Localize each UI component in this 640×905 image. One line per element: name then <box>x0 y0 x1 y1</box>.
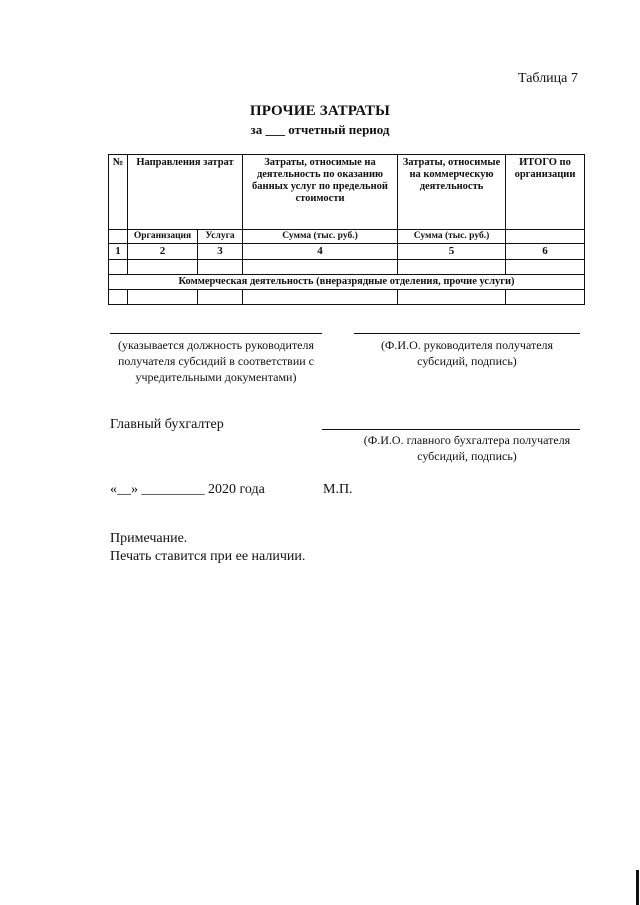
table-cell <box>109 260 128 275</box>
subheader-sum-1: Сумма (тыс. руб.) <box>243 230 398 244</box>
scan-edge-mark <box>636 870 639 905</box>
note-text: Печать ставится при ее наличии. <box>110 549 306 564</box>
header-costs-bath: Затраты, относимые на деятельность по оказанию банных услуг по предельной стоимости <box>243 155 398 230</box>
table-cell <box>506 290 585 305</box>
table-cell <box>506 260 585 275</box>
table-cell <box>128 290 198 305</box>
col-number: 2 <box>128 244 198 260</box>
subheader-total-empty <box>506 230 585 244</box>
costs-table <box>108 154 585 305</box>
col-number: 4 <box>243 244 398 260</box>
chief-accountant-line <box>322 429 580 430</box>
subheader-sum-2: Сумма (тыс. руб.) <box>398 230 506 244</box>
header-directions: Направления затрат <box>128 155 243 230</box>
note-label: Примечание. <box>110 531 188 546</box>
table-cell <box>398 260 506 275</box>
header-costs-commercial: Затраты, относимые на коммерческую деятельность <box>398 155 506 230</box>
table-cell <box>198 260 243 275</box>
chief-accountant-caption: (Ф.И.О. главного бухгалтера получателя субсидий, подпись) <box>363 433 571 464</box>
header-total: ИТОГО по организации <box>506 155 585 230</box>
col-number: 6 <box>506 244 585 260</box>
chief-accountant-label: Главный бухгалтер <box>110 417 224 432</box>
col-number: 3 <box>198 244 243 260</box>
subheader-service: Услуга <box>198 230 243 244</box>
head-name-line <box>354 333 580 334</box>
header-no: № <box>109 155 128 230</box>
document-title: ПРОЧИЕ ЗАТРАТЫ <box>249 103 391 119</box>
table-cell <box>128 260 198 275</box>
col-number: 1 <box>109 244 128 260</box>
date-line: «__» _________ 2020 года <box>110 482 265 497</box>
head-position-caption: (указывается должность руководителя получателя субсидий в соответствии с учредительными документами) <box>117 338 315 385</box>
table-cell <box>109 290 128 305</box>
table-cell <box>198 290 243 305</box>
head-position-line <box>110 333 322 334</box>
subheader-organization: Организация <box>128 230 198 244</box>
col-number: 5 <box>398 244 506 260</box>
table-cell <box>398 290 506 305</box>
document-subtitle: за ___ отчетный период <box>250 122 390 137</box>
section-row-commercial: Коммерческая деятельность (внеразрядные отделения, прочие услуги) <box>109 275 585 290</box>
stamp-label: М.П. <box>323 482 353 497</box>
head-name-caption: (Ф.И.О. руководителя получателя субсидий, подпись) <box>380 338 554 369</box>
table-cell <box>243 290 398 305</box>
table-cell <box>243 260 398 275</box>
table-number-label: Таблица 7 <box>518 71 578 86</box>
subheader-empty <box>109 230 128 244</box>
